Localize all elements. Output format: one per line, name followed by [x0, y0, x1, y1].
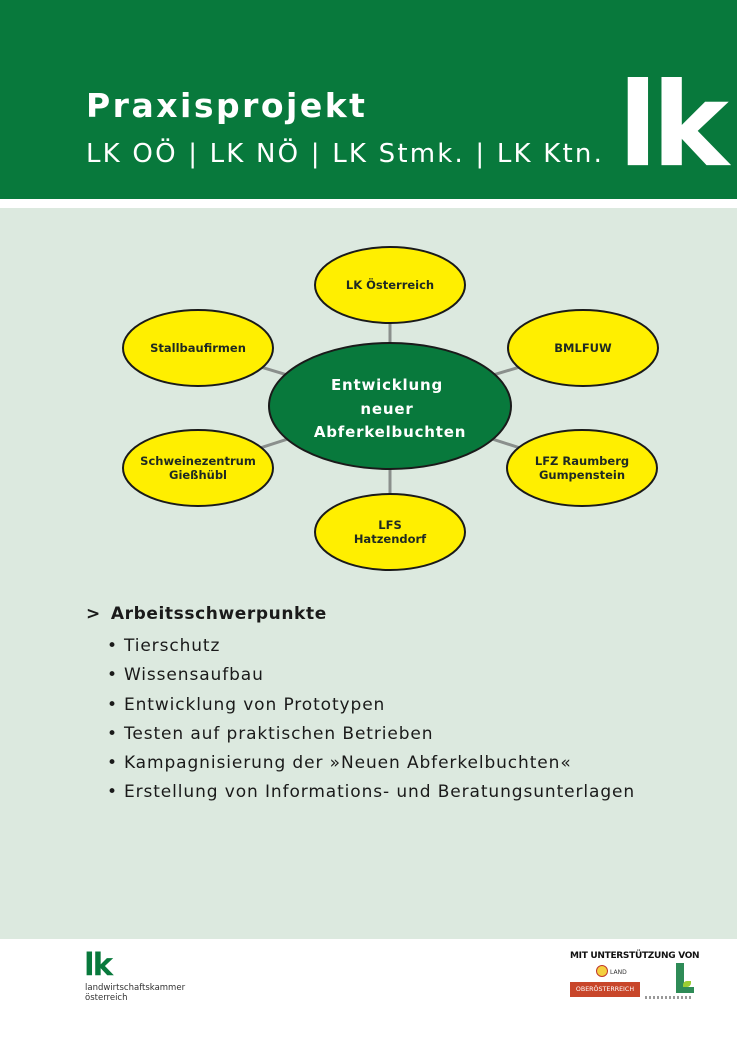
bullet-dot: • [107, 636, 118, 656]
partner-label-line: Hatzendorf [353, 532, 427, 546]
list-item-text: Entwicklung von Prototypen [123, 694, 386, 715]
heading-marker: > [86, 604, 101, 624]
list-item [107, 665, 635, 694]
partner-label [554, 341, 612, 355]
list-item [107, 753, 635, 782]
leader-caption-strip [645, 996, 693, 999]
focus-list [107, 636, 635, 812]
list-item-text: Erstellung von Informations- und Beratungsunterlagen [123, 782, 636, 803]
list-item-text: Kampagnisierung der »Neuen Abferkelbuchten« [123, 753, 572, 774]
center-label-line: Entwicklung [330, 376, 443, 394]
sponsor-ooe-bar: OBERÖSTERREICH [570, 982, 640, 997]
partner-label-line: LFS [378, 518, 402, 532]
bullet-dot: • [107, 694, 118, 715]
partner-label-line: BMLFUW [554, 341, 612, 355]
list-item-text: Wissensaufbau [123, 665, 264, 686]
list-item [107, 636, 635, 665]
coat-of-arms-icon [596, 965, 608, 977]
partner-label-line: Schweinezentrum [140, 454, 256, 468]
footer-org-line: landwirtschaftskammer [85, 983, 186, 993]
list-item [107, 695, 635, 724]
focus-heading [86, 604, 327, 624]
partner-node-schweinezentrum [123, 430, 273, 506]
partner-label-line: LFZ Raumberg [534, 454, 630, 468]
bullet-dot: • [107, 782, 118, 803]
partner-label-line: LK Österreich [345, 278, 435, 292]
bullet-dot: • [107, 665, 118, 686]
partner-node-lk-oesterreich [315, 247, 465, 323]
partner-node-stallbaufirmen [123, 310, 273, 386]
list-item [107, 724, 635, 753]
page-subtitle: LK OÖ | LK NÖ | LK Stmk. | LK Ktn. [86, 139, 605, 169]
partner-label-line: Gießhübl [169, 468, 227, 482]
partner-label [535, 454, 629, 482]
partner-label [150, 341, 246, 355]
center-label-line: neuer [360, 400, 414, 418]
list-item-text: Tierschutz [123, 636, 221, 656]
partner-label-line: Stallbaufirmen [150, 341, 246, 355]
sponsor-logo-ooe [570, 962, 640, 1000]
bullet-dot: • [107, 723, 118, 744]
leader-l-foot [676, 987, 694, 993]
partner-node-bmlfuw [508, 310, 658, 386]
sponsor-logo-leader [645, 963, 695, 1001]
bullet-dot: • [107, 753, 118, 774]
list-item-text: Testen auf praktischen Betrieben [123, 723, 434, 744]
partner-node-lfz-raumberg [507, 430, 657, 506]
center-label-line: Abferkelbuchten [313, 423, 467, 441]
list-item [107, 782, 635, 811]
sponsor-ooe-small: LAND [610, 969, 627, 976]
page-title: Praxisprojekt [86, 86, 368, 125]
center-node [269, 343, 511, 469]
footer-lk-logo: lk [84, 947, 112, 983]
partner-label-line: Gumpenstein [538, 468, 626, 482]
support-caption: MIT UNTERSTÜTZUNG VON [570, 951, 700, 961]
focus-heading-text: Arbeitsschwerpunkte [110, 604, 327, 624]
lk-logo: lk [618, 58, 723, 193]
partner-node-lfs-hatzendorf [315, 494, 465, 570]
footer-org-line: österreich [85, 993, 128, 1003]
footer-org-name [85, 983, 185, 1003]
partner-label [346, 277, 434, 292]
